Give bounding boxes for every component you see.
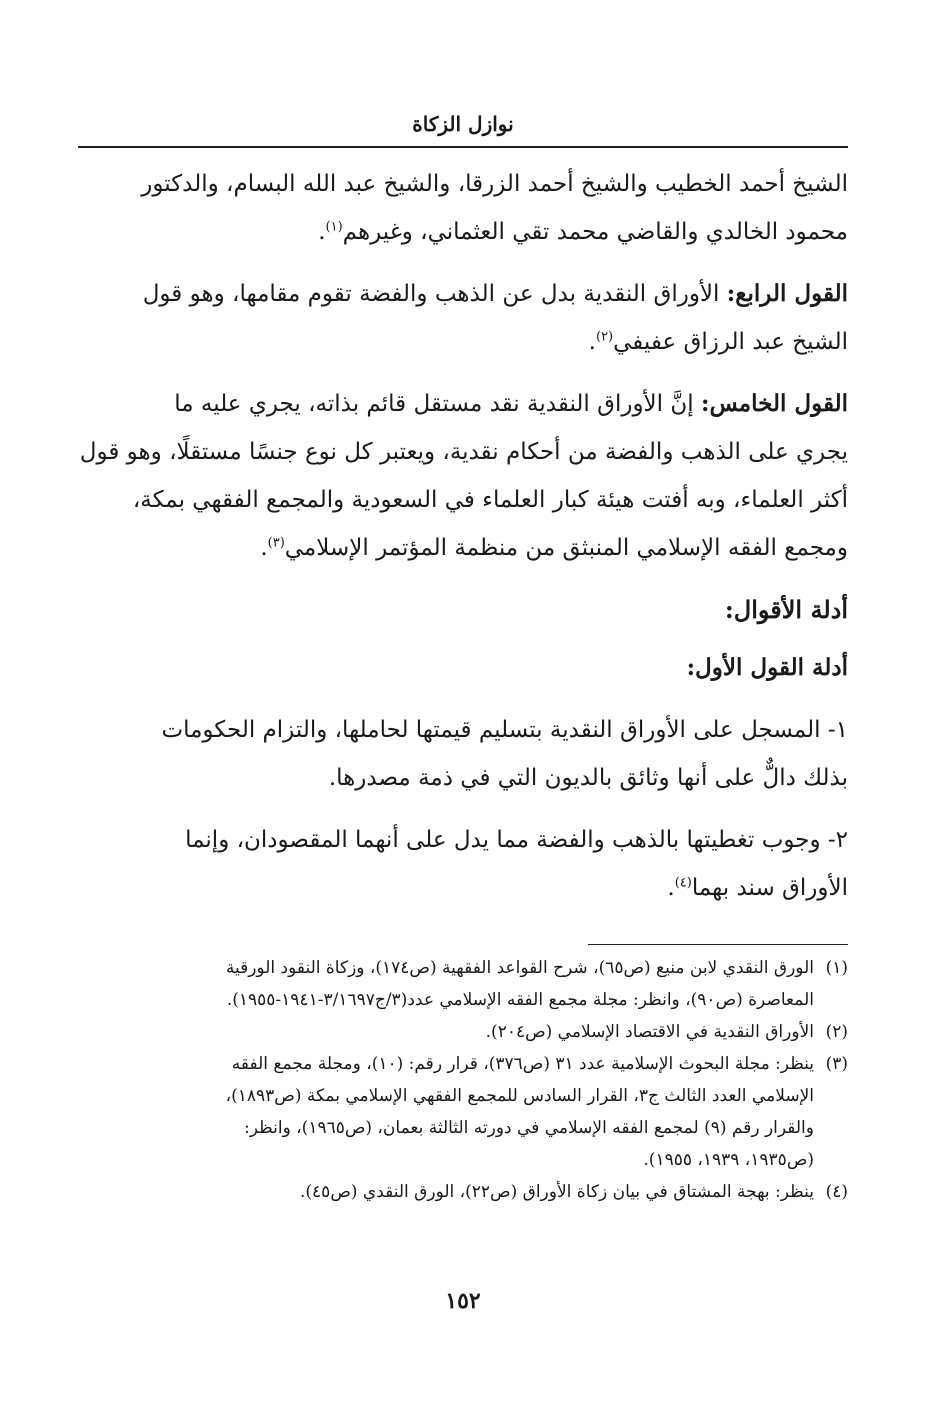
- footnote-number: (٢): [825, 1022, 848, 1042]
- paragraph-scholars: [78, 160, 848, 256]
- footnote: [78, 1048, 848, 1176]
- footnote-line: (ص١٩٣٥، ١٩٣٩، ١٩٥٥).: [643, 1150, 814, 1170]
- text-line: الشيخ عبد الرزاق عفيفي$^{(٢)}$.: [588, 329, 848, 355]
- book-page: [78, 0, 848, 1406]
- footnote-line: ينظر: مجلة البحوث الإسلامية عدد ٣١ (ص٣٧٦)، قرار رقم: (١٠)، ومجلة مجمع الفقه: [231, 1054, 814, 1074]
- header-rule: [78, 146, 848, 148]
- text-line: الشيخ أحمد الخطيب والشيخ أحمد الزرقا، والشيخ عبد الله البسام، والدكتور: [141, 171, 848, 197]
- footnote-number: (٤): [825, 1182, 848, 1202]
- text-line: ٢- وجوب تغطيتها بالذهب والفضة مما يدل على أنهما المقصودان، وإنما: [185, 827, 848, 853]
- footnote-number: (٣): [825, 1054, 848, 1074]
- footnote-ref[interactable]: (٤): [674, 875, 692, 891]
- paragraph-fifth-opinion: [78, 380, 848, 572]
- subsection-heading: أدلة القول الأول:: [686, 654, 848, 681]
- opinion-label: القول الخامس:: [700, 390, 848, 417]
- opinion-label: القول الرابع:: [726, 280, 848, 307]
- footnote-line: الأوراق النقدية في الاقتصاد الإسلامي (ص٢٠٤).: [485, 1022, 814, 1042]
- footnotes: [78, 952, 848, 1208]
- evidence-item-1: [78, 706, 848, 802]
- text-line: يجري على الذهب والفضة من أحكام نقدية، ويعتبر كل نوع جنسًا مستقلًا، وهو قول: [79, 439, 848, 465]
- footnote-ref[interactable]: (٢): [595, 329, 614, 345]
- text-line: بذلك دالٌّ على أنها وثائق بالديون التي في ذمة مصدرها.: [328, 765, 848, 791]
- footnote-number: (١): [825, 958, 848, 978]
- footnote-line: ينظر: بهجة المشتاق في بيان زكاة الأوراق (ص٢٢)، الورق النقدي (ص٤٥).: [300, 1182, 814, 1202]
- text-line: ومجمع الفقه الإسلامي المنبثق من منظمة المؤتمر الإسلامي$^{(٣)}$.: [260, 535, 848, 561]
- footnote-line: والقرار رقم (٩) لمجمع الفقه الإسلامي في دورته الثالثة بعمان، (ص١٩٦٥)، وانظر:: [244, 1118, 814, 1138]
- footnote-rule: [588, 944, 848, 945]
- footnote: [78, 1016, 848, 1048]
- page-number: ١٥٢: [445, 1288, 481, 1314]
- text-line: ١- المسجل على الأوراق النقدية بتسليم قيمتها لحاملها، والتزام الحكومات: [161, 717, 848, 743]
- footnote-line: المعاصرة (ص٩٠)، وانظر: مجلة مجمع الفقه الإسلامي عدد(٣/ج٣/١٦٩٧-١٩٤١-١٩٥٥).: [226, 990, 814, 1010]
- footnote-ref[interactable]: (١): [325, 219, 343, 235]
- evidence-item-2: [78, 816, 848, 912]
- text-line: الأوراق سند بهما$^{(٤)}$.: [667, 875, 848, 901]
- text-line: القول الخامس: إنَّ الأوراق النقدية نقد مستقل قائم بذاته، يجري عليه ما: [174, 390, 848, 417]
- text-line: القول الرابع: الأوراق النقدية بدل عن الذهب والفضة تقوم مقامها، وهو قول: [142, 280, 848, 307]
- footnote-line: الورق النقدي لابن منيع (ص٦٥)، شرح القواعد الفقهية (ص١٧٤)، وزكاة النقود الورقية: [225, 958, 814, 978]
- text-line: أكثر العلماء، وبه أفتت هيئة كبار العلماء في السعودية والمجمع الفقهي بمكة،: [132, 487, 848, 513]
- footnote: [78, 952, 848, 1016]
- paragraph-fourth-opinion: [78, 270, 848, 366]
- footnote-line: الإسلامي العدد الثالث ج٣، القرار السادس للمجمع الفقهي الإسلامي بمكة (ص١٨٩٣)،: [225, 1086, 814, 1106]
- section-heading: أدلة الأقوال:: [724, 595, 848, 624]
- running-header: نوازل الزكاة: [412, 112, 514, 136]
- text-line: محمود الخالدي والقاضي محمد تقي العثماني، وغيرهم$^{(١)}$.: [318, 219, 848, 245]
- footnote-ref[interactable]: (٣): [267, 535, 285, 551]
- main-text: [78, 160, 848, 926]
- footnote: [78, 1176, 848, 1208]
